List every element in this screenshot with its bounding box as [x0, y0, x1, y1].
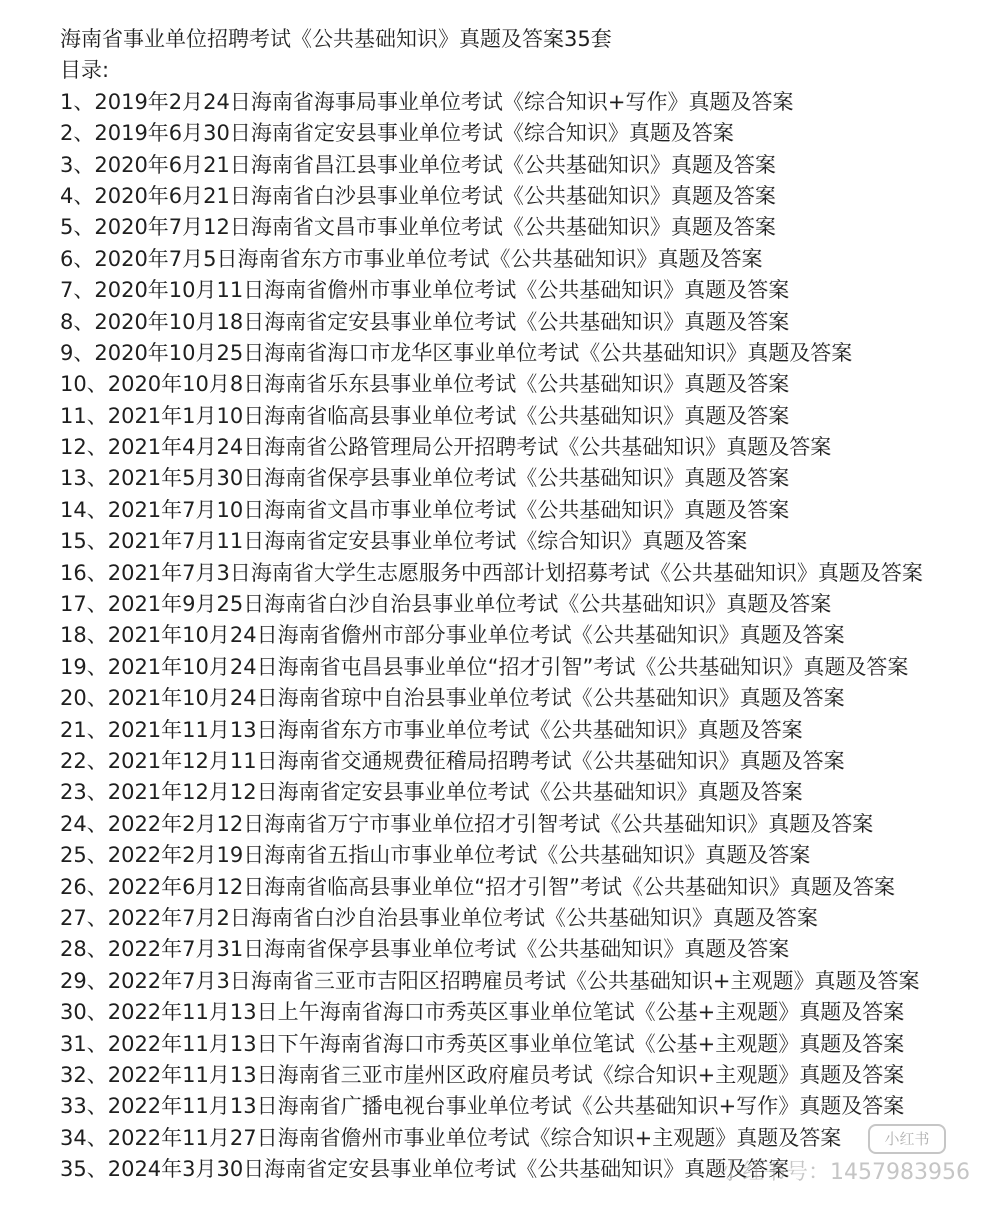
toc-item: 19、2021年10月24日海南省屯昌县事业单位“招才引智”考试《公共基础知识》真题及答案: [60, 654, 909, 679]
toc-item: 25、2022年2月19日海南省五指山市事业单位考试《公共基础知识》真题及答案: [60, 843, 811, 868]
toc-item: 28、2022年7月31日海南省保亭县事业单位考试《公共基础知识》真题及答案: [60, 937, 790, 962]
toc-item: 6、2020年7月5日海南省东方市事业单位考试《公共基础知识》真题及答案: [60, 246, 763, 271]
document-title: 海南省事业单位招聘考试《公共基础知识》真题及答案35套: [60, 27, 612, 51]
toc-item: 11、2021年1月10日海南省临高县事业单位考试《公共基础知识》真题及答案: [60, 403, 790, 428]
toc-item: 5、2020年7月12日海南省文昌市事业单位考试《公共基础知识》真题及答案: [60, 215, 776, 240]
toc-item: 32、2022年11月13日海南省三亚市崖州区政府雇员考试《综合知识+主观题》真题及答案: [60, 1062, 905, 1087]
toc-list: [60, 87, 970, 1186]
document-body: [60, 24, 970, 1185]
toc-item: 29、2022年7月3日海南省三亚市吉阳区招聘雇员考试《公共基础知识+主观题》真题及答案: [60, 968, 920, 993]
toc-item: 18、2021年10月24日海南省儋州市部分事业单位考试《公共基础知识》真题及答案: [60, 623, 845, 648]
toc-label: 目录:: [60, 58, 110, 83]
toc-item: 16、2021年7月3日海南省大学生志愿服务中西部计划招募考试《公共基础知识》真题及答案: [60, 560, 923, 585]
toc-item: 24、2022年2月12日海南省万宁市事业单位招才引智考试《公共基础知识》真题及答案: [60, 811, 874, 836]
toc-item: 35、2024年3月30日海南省定安县事业单位考试《公共基础知识》真题及答案: [60, 1157, 790, 1182]
toc-item: 13、2021年5月30日海南省保亭县事业单位考试《公共基础知识》真题及答案: [60, 466, 790, 491]
toc-item: 1、2019年2月24日海南省海事局事业单位考试《综合知识+写作》真题及答案: [60, 89, 794, 114]
toc-item: 33、2022年11月13日海南省广播电视台事业单位考试《公共基础知识+写作》真题及答案: [60, 1094, 905, 1119]
toc-item: 4、2020年6月21日海南省白沙县事业单位考试《公共基础知识》真题及答案: [60, 183, 776, 208]
toc-item: 27、2022年7月2日海南省白沙自治县事业单位考试《公共基础知识》真题及答案: [60, 905, 818, 930]
toc-item: 10、2020年10月8日海南省乐东县事业单位考试《公共基础知识》真题及答案: [60, 372, 790, 397]
toc-item: 12、2021年4月24日海南省公路管理局公开招聘考试《公共基础知识》真题及答案: [60, 435, 832, 460]
toc-item: 26、2022年6月12日海南省临高县事业单位“招才引智”考试《公共基础知识》真题及答案: [60, 874, 896, 899]
toc-item: 8、2020年10月18日海南省定安县事业单位考试《公共基础知识》真题及答案: [60, 309, 790, 334]
toc-item: 31、2022年11月13日下午海南省海口市秀英区事业单位笔试《公基+主观题》真题及答案: [60, 1031, 905, 1056]
toc-item: 15、2021年7月11日海南省定安县事业单位考试《综合知识》真题及答案: [60, 529, 748, 554]
toc-item: 34、2022年11月27日海南省儋州市事业单位考试《综合知识+主观题》真题及答案: [60, 1125, 842, 1150]
toc-item: 2、2019年6月30日海南省定安县事业单位考试《综合知识》真题及答案: [60, 121, 734, 146]
toc-item: 3、2020年6月21日海南省昌江县事业单位考试《公共基础知识》真题及答案: [60, 152, 776, 177]
account-watermark: 小红书号：1457983956: [720, 1160, 970, 1185]
xiaohongshu-logo: 小红书: [868, 1124, 946, 1154]
toc-item: 30、2022年11月13日上午海南省海口市秀英区事业单位笔试《公基+主观题》真题及答案: [60, 1000, 905, 1025]
toc-item: 17、2021年9月25日海南省白沙自治县事业单位考试《公共基础知识》真题及答案: [60, 592, 832, 617]
toc-item: 23、2021年12月12日海南省定安县事业单位考试《公共基础知识》真题及答案: [60, 780, 803, 805]
toc-item: 14、2021年7月10日海南省文昌市事业单位考试《公共基础知识》真题及答案: [60, 497, 790, 522]
toc-item: 22、2021年12月11日海南省交通规费征稽局招聘考试《公共基础知识》真题及答案: [60, 748, 845, 773]
toc-item: 21、2021年11月13日海南省东方市事业单位考试《公共基础知识》真题及答案: [60, 717, 803, 742]
toc-item: 20、2021年10月24日海南省琼中自治县事业单位考试《公共基础知识》真题及答案: [60, 686, 845, 711]
toc-item: 9、2020年10月25日海南省海口市龙华区事业单位考试《公共基础知识》真题及答案: [60, 340, 853, 365]
toc-item: 7、2020年10月11日海南省儋州市事业单位考试《公共基础知识》真题及答案: [60, 278, 790, 303]
